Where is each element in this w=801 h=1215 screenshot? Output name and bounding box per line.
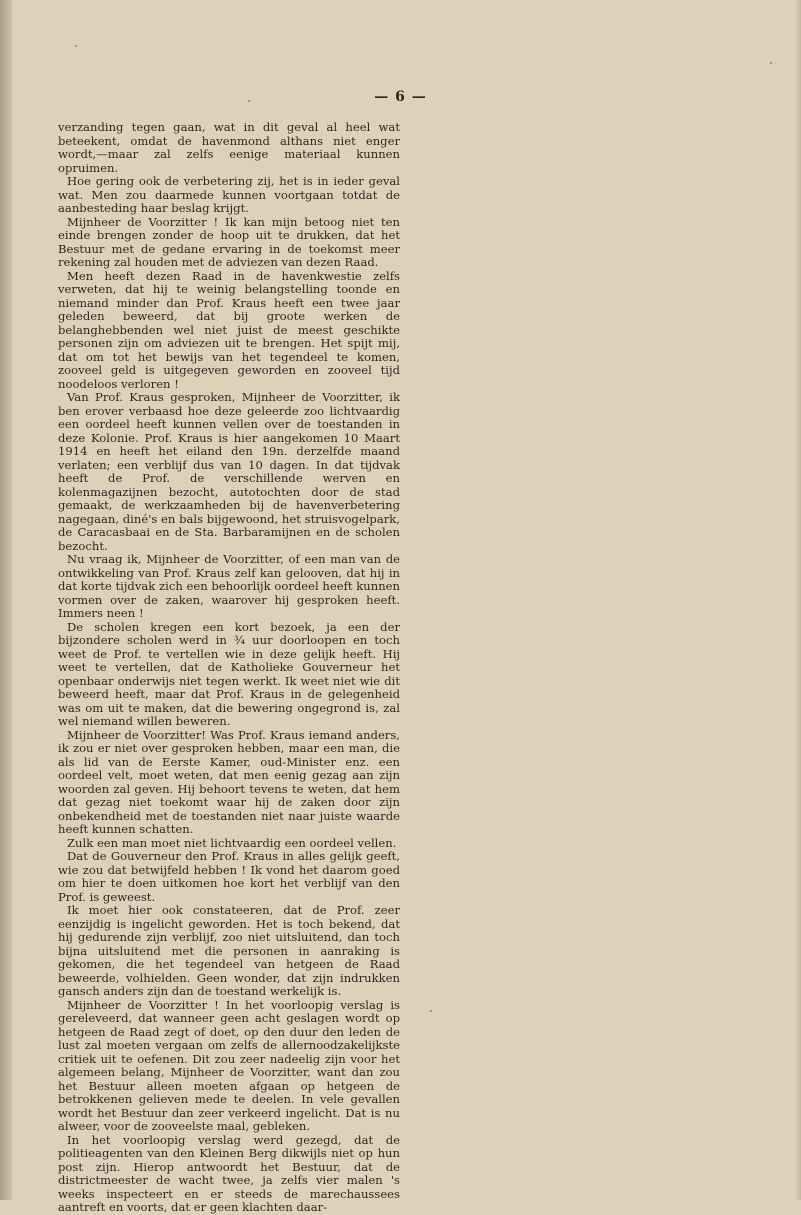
paragraph: Zulk een man moet niet lichtvaardig een oordeel vellen. (67, 835, 397, 850)
paragraph: De scholen kregen een kort bezoek, ja een der bijzondere scholen werd in ¾ uur doorloopen en toch weet de Prof. te vertellen wie in deze gelijk heeft. Hij weet te vertellen, dat de Katholieke Gouverneur het openbaar onderwijs niet tegen werkt. Ik weet niet wie dit beweerd heeft, maar dat Prof. Kraus in de gelegenheid was om uit te maken, dat die bewering ongegrond is, zal wel niemand willen beweren. (58, 619, 400, 728)
page-binding-edge (0, 0, 12, 1200)
paper-speck (248, 100, 250, 102)
paragraph: Mijnheer de Voorzitter ! In het voorloopig verslag is gereleveerd, dat wanneer geen acht geslagen wordt op hetgeen de Raad zegt of doet, op den duur den leden de lust zal moeten vergaan om zelfs de allernoodzakelijkste critiek uit te oefenen. Dit zou zeer nadeelig zijn voor het algemeen belang, Mijnheer de Voorzitter, want dan zou het Bestuur alleen moeten afgaan op hetgeen de betrokkenen gelieven mede te deelen. In vele gevallen wordt het Bestuur dan zeer verkeerd ingelicht. Dat is nu alweer, voor de zooveelste maal, gebleken. (58, 997, 400, 1133)
page-number: — 6 — (374, 89, 427, 105)
paper-speck (430, 1010, 432, 1012)
page-right-edge (795, 0, 801, 1200)
paragraph: Mijnheer de Voorzitter ! Ik kan mijn betoog niet ten einde brengen zonder de hoop uit te drukken, dat het Bestuur met de gedane ervaring in de toekomst meer rekening zal houden met de adviezen van dezen Raad. (58, 214, 400, 269)
paragraph: In het voorloopig verslag werd gezegd, dat de politieagenten van den Kleinen Berg dikwijls niet op hun post zijn. Hierop antwoordt het Bestuur, dat de districtmeester de wacht twee, ja zelfs vier malen 's weeks inspecteert en er steeds de marechaussees aantreft en voorts, dat er geen klachten daar- (58, 1132, 400, 1214)
paragraph: Hoe gering ook de verbetering zij, het is in ieder geval wat. Men zou daarmede kunnen voortgaan totdat de aanbesteding haar beslag krijgt. (58, 174, 400, 215)
body-text (58, 121, 400, 1215)
paragraph: Dat de Gouverneur den Prof. Kraus in alles gelijk geeft, wie zou dat betwijfeld hebben ! Ik vond het daarom goed om hier te doen uitkomen hoe kort het verblijf van den Prof. is geweest. (58, 849, 400, 904)
paper-speck (770, 62, 772, 64)
paragraph: Nu vraag ik, Mijnheer de Voorzitter, of een man van de ontwikkeling van Prof. Kraus zelf kan gelooven, dat hij in dat korte tijdvak zich een behoorlijk oordeel heeft kunnen vormen over de zaken, waarover hij gesproken heeft. Immers neen ! (58, 552, 400, 620)
paragraph: Ik moet hier ook constateeren, dat de Prof. zeer eenzijdig is ingelicht geworden. Het is toch bekend, dat hij gedurende zijn verblijf, zoo niet uitsluitend, dan toch bijna uitsluitend met die personen in aanraking is gekomen, die het tegendeel van hetgeen de Raad beweerde, volhielden. Geen wonder, dat zijn indrukken gansch anders zijn dan de toestand werkelijk is. (58, 903, 400, 998)
paragraph: Men heeft dezen Raad in de havenkwestie zelfs verweten, dat hij te weinig belangstelling toonde en niemand minder dan Prof. Kraus heeft een twee jaar geleden beweerd, dat bij groote werken de belanghebbenden wel niet juist de meest geschikte personen zijn om adviezen uit te brengen. Het spijt mij, dat om tot het bewijs van het tegendeel te komen, zooveel geld is uitgegeven geworden en zooveel tijd noodeloos verloren ! (58, 268, 400, 391)
paragraph: Van Prof. Kraus gesproken, Mijnheer de Voorzitter, ik ben erover verbaasd hoe deze geleerde zoo lichtvaardig een oordeel heeft kunnen vellen over de toestanden in deze Kolonie. Prof. Kraus is hier aangekomen 10 Maart 1914 en heeft het eiland den 19n. derzelfde maand verlaten; een verblijf dus van 10 dagen. In dat tijdvak heeft de Prof. de verschillende werven en kolenmagazijnen bezocht, autotochten door de stad gemaakt, de werkzaamheden bij de havenverbetering nagegaan, diné's en bals bijgewoond, het struisvogelpark, de Caracasbaai en de Sta. Barbaramijnen en de scholen bezocht. (58, 390, 400, 553)
paragraph: Mijnheer de Voorzitter! Was Prof. Kraus iemand anders, ik zou er niet over gesproken hebben, maar een man, die als lid van de Eerste Kamer, oud-Minister enz. een oordeel velt, moet weten, dat men eenig gezag aan zijn woorden zal geven. Hij behoort tevens te weten, dat hem dat gezag niet toekomt waar hij de zaken door zijn onbekendheid met de toestanden niet naar juiste waarde heeft kunnen schatten. (58, 727, 400, 836)
paragraph: verzanding tegen gaan, wat in dit geval al heel wat beteekent, omdat de havenmond althans niet enger wordt,—maar zal zelfs eenige materiaal kunnen opruimen. (58, 120, 400, 175)
paper-speck (75, 45, 77, 47)
